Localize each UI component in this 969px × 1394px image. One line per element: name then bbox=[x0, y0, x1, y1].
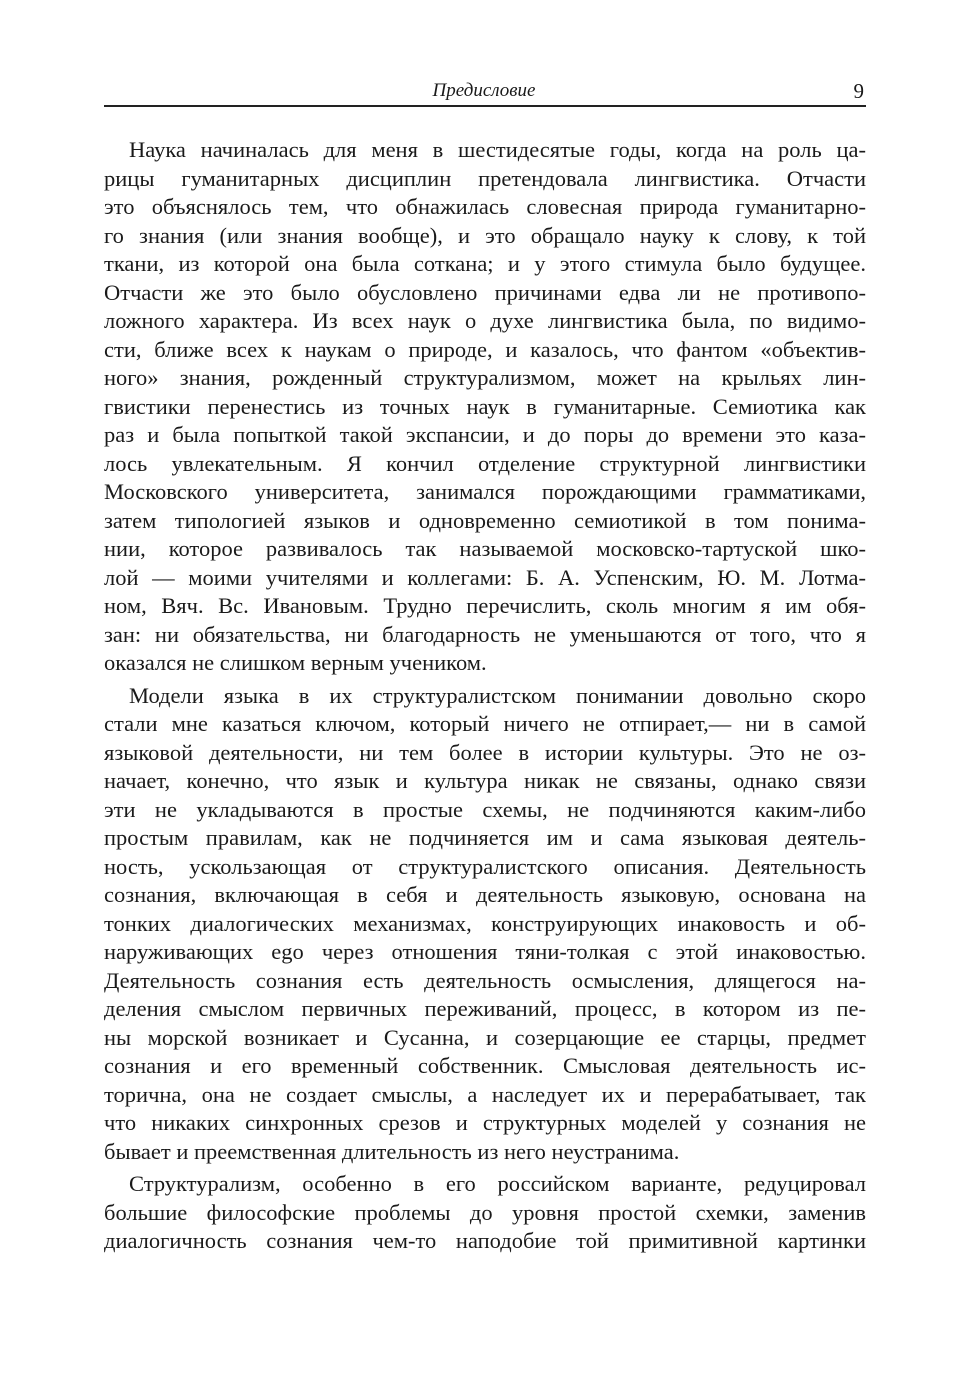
text-line: затем типологией языков и одновременно семиотикой в том понима- bbox=[104, 507, 866, 533]
text-line: ткани, из которой она была соткана; и у этого стимула было будущее. bbox=[104, 251, 866, 276]
text-line: лось увлекательным. Я кончил отделение структурной лингвистики bbox=[104, 450, 866, 476]
text-line: начает, конечно, что язык и культура никак не связаны, однако связи bbox=[104, 768, 866, 793]
text-line: Наука начиналась для меня в шестидесятые годы, когда на роль ца- bbox=[129, 137, 866, 162]
text-line: Модели языка в их структуралистском понимании довольно скоро bbox=[129, 682, 866, 708]
text-line: деления смыслом первичных переживаний, процесс, в котором из пе- bbox=[104, 996, 866, 1021]
text-line: Структурализм, особенно в его российском варианте, редуцировал bbox=[129, 1171, 866, 1196]
text-line: сти, ближе всех к наукам о природе, и казалось, что фантом «объектив- bbox=[104, 336, 866, 362]
running-head bbox=[104, 78, 864, 104]
text-line: ложного характера. Из всех наук о духе лингвистика была, по видимо- bbox=[104, 308, 866, 333]
paragraph bbox=[104, 1170, 866, 1256]
text-line: ность, ускользающая от структуралистского описания. Деятельность bbox=[104, 853, 866, 879]
text-line: сознания, включающая в себя и деятельность языковую, основана на bbox=[104, 882, 866, 907]
text-line: большие философские проблемы до уровня простой схемки, заменив bbox=[104, 1199, 866, 1225]
text-line: гвистики перенестись из точных наук в гуманитарные. Семиотика как bbox=[104, 393, 866, 419]
text-line: языковой деятельности, ни тем более в истории культуры. Это не оз- bbox=[104, 739, 866, 765]
text-line: что никаких синхронных срезов и структурных моделей у сознания не bbox=[104, 1110, 866, 1135]
text-line: это объяснялось тем, что обнажилась словесная природа гуманитарно- bbox=[104, 194, 866, 219]
text-line: ного» знания, рожденный структурализмом, может на крыльях лин- bbox=[104, 365, 866, 390]
text-line: Деятельность сознания есть деятельность осмысления, длящегося на- bbox=[104, 967, 866, 993]
text-line: наруживающих ego через отношения тяни-толкая с этой инаковостью. bbox=[104, 939, 866, 964]
text-line: го знания (или знания вообще), и это обращало науку к слову, к той bbox=[104, 222, 866, 248]
text-line: Московского университета, занимался порождающими грамматиками, bbox=[104, 479, 866, 504]
text-line: стали мне казаться ключом, который ничего не отпирает,— ни в самой bbox=[104, 711, 866, 736]
text-line: рицы гуманитарных дисциплин претендовала лингвистика. Отчасти bbox=[104, 165, 866, 191]
running-title: Предисловие bbox=[432, 80, 536, 101]
text-line: раз и была попыткой такой экспансии, и до поры до времени это каза- bbox=[104, 422, 866, 447]
text-line: ном, Вяч. Вс. Ивановым. Трудно перечислить, сколь многим я им обя- bbox=[104, 593, 866, 618]
text-line: эти не укладываются в простые схемы, не подчиняются каким-либо bbox=[104, 796, 866, 822]
text-line: бывает и преемственная длительность из него неустранима. bbox=[104, 1138, 680, 1164]
header-rule bbox=[104, 105, 866, 107]
page-number: 9 bbox=[853, 79, 864, 103]
paragraph bbox=[104, 136, 866, 678]
text-line: ны морской возникает и Сусанна, и созерцающие ее старцы, предмет bbox=[104, 1024, 866, 1050]
page-body-text bbox=[104, 136, 866, 1256]
text-line: зан: ни обязательства, ни благодарность не уменьшаются от того, что я bbox=[104, 621, 866, 647]
text-line: диалогичность сознания чем-то наподобие той примитивной картинки bbox=[104, 1228, 866, 1253]
text-line: сознания и его временный собственник. Смысловая деятельность ис- bbox=[104, 1053, 866, 1078]
text-line: тонких диалогических механизмах, конструирующих инаковость и об- bbox=[104, 910, 866, 936]
text-line: оказался не слишком верным учеником. bbox=[104, 650, 487, 675]
text-line: лой — моими учителями и коллегами: Б. А. Успенским, Ю. М. Лотма- bbox=[104, 564, 866, 590]
text-line: Отчасти же это было обусловлено причинами едва ли не противопо- bbox=[104, 279, 866, 305]
text-line: простым правилам, как не подчиняется им и сама языковая деятель- bbox=[104, 825, 866, 850]
text-line: торична, она не создает смыслы, а наследует их и перерабатывает, так bbox=[104, 1081, 866, 1107]
text-line: нии, которое развивалось так называемой московско-тартуской шко- bbox=[104, 536, 866, 561]
paragraph bbox=[104, 682, 866, 1167]
